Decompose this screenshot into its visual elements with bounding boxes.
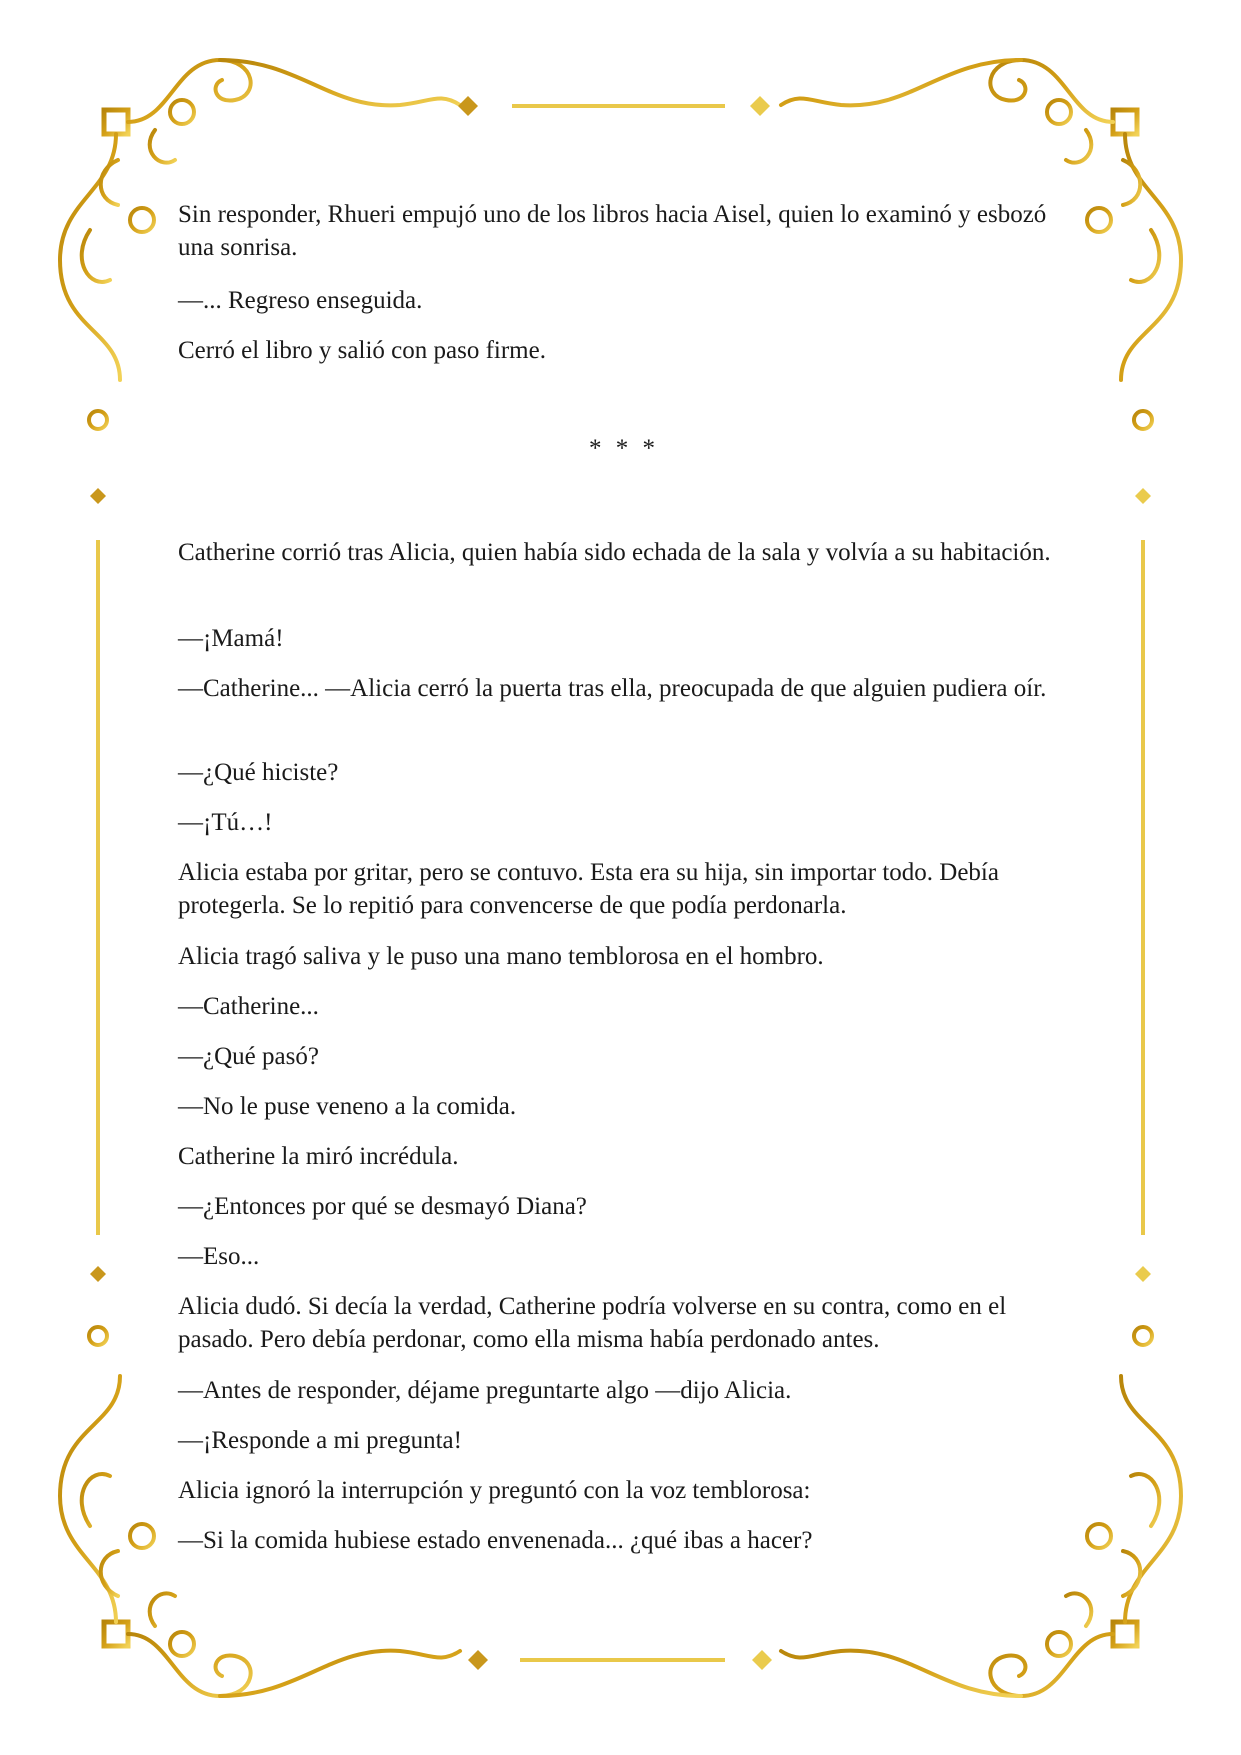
paragraph: Alicia dudó. Si decía la verdad, Catherine podría volverse en su contra, como en el pasado. Pero debía perdonar, como ella misma había perdonado antes. [178, 1293, 1007, 1353]
paragraph: —¡Mamá! [178, 625, 284, 652]
paragraph: —¿Entonces por qué se desmayó Diana? [178, 1193, 587, 1220]
paragraph: —¡Tú…! [178, 809, 273, 836]
paragraph: —Eso... [178, 1243, 260, 1270]
diamond-ornament-right-lower [1135, 1266, 1151, 1282]
paragraph: Alicia ignoró la interrupción y preguntó con la voz temblorosa: [178, 1477, 811, 1504]
diamond-ornament-bottom-left [468, 1650, 488, 1670]
paragraph: —... Regreso enseguida. [178, 287, 423, 314]
diamond-ornament-top-left [458, 96, 478, 116]
paragraph: —Antes de responder, déjame preguntarte algo —dijo Alicia. [178, 1377, 792, 1404]
paragraph: —¡Responde a mi pregunta! [178, 1427, 462, 1454]
paragraph: —¿Qué hiciste? [178, 759, 339, 786]
paragraph: —Catherine... —Alicia cerró la puerta tras ella, preocupada de que alguien pudiera oír. [178, 675, 1047, 702]
diamond-ornament-top-right [750, 96, 770, 116]
paragraph: Sin responder, Rhueri empujó uno de los libros hacia Aisel, quien lo examinó y esbozó una sonrisa. [178, 201, 1047, 261]
diamond-ornament-right-upper [1135, 488, 1151, 504]
paragraph: —¿Qué pasó? [178, 1043, 319, 1070]
paragraph: Alicia tragó saliva y le puso una mano temblorosa en el hombro. [178, 943, 824, 970]
diamond-ornament-bottom-right [752, 1650, 772, 1670]
diamond-ornament-left-upper [90, 488, 106, 504]
paragraph: —Si la comida hubiese estado envenenada... ¿qué ibas a hacer? [178, 1527, 813, 1554]
paragraph: Alicia estaba por gritar, pero se contuvo. Esta era su hija, sin importar todo. Debía protegerla. Se lo repitió para convencerse de que podía perdonarla. [178, 859, 999, 919]
paragraph: —Catherine... [178, 993, 319, 1020]
paragraph: Cerró el libro y salió con paso firme. [178, 337, 546, 364]
paragraph: —No le puse veneno a la comida. [178, 1093, 517, 1120]
paragraph: Catherine corrió tras Alicia, quien había sido echada de la sala y volvía a su habitación. [178, 539, 1051, 566]
diamond-ornament-left-lower [90, 1266, 106, 1282]
paragraph: Catherine la miró incrédula. [178, 1143, 459, 1170]
scene-separator: * * * [589, 435, 659, 462]
